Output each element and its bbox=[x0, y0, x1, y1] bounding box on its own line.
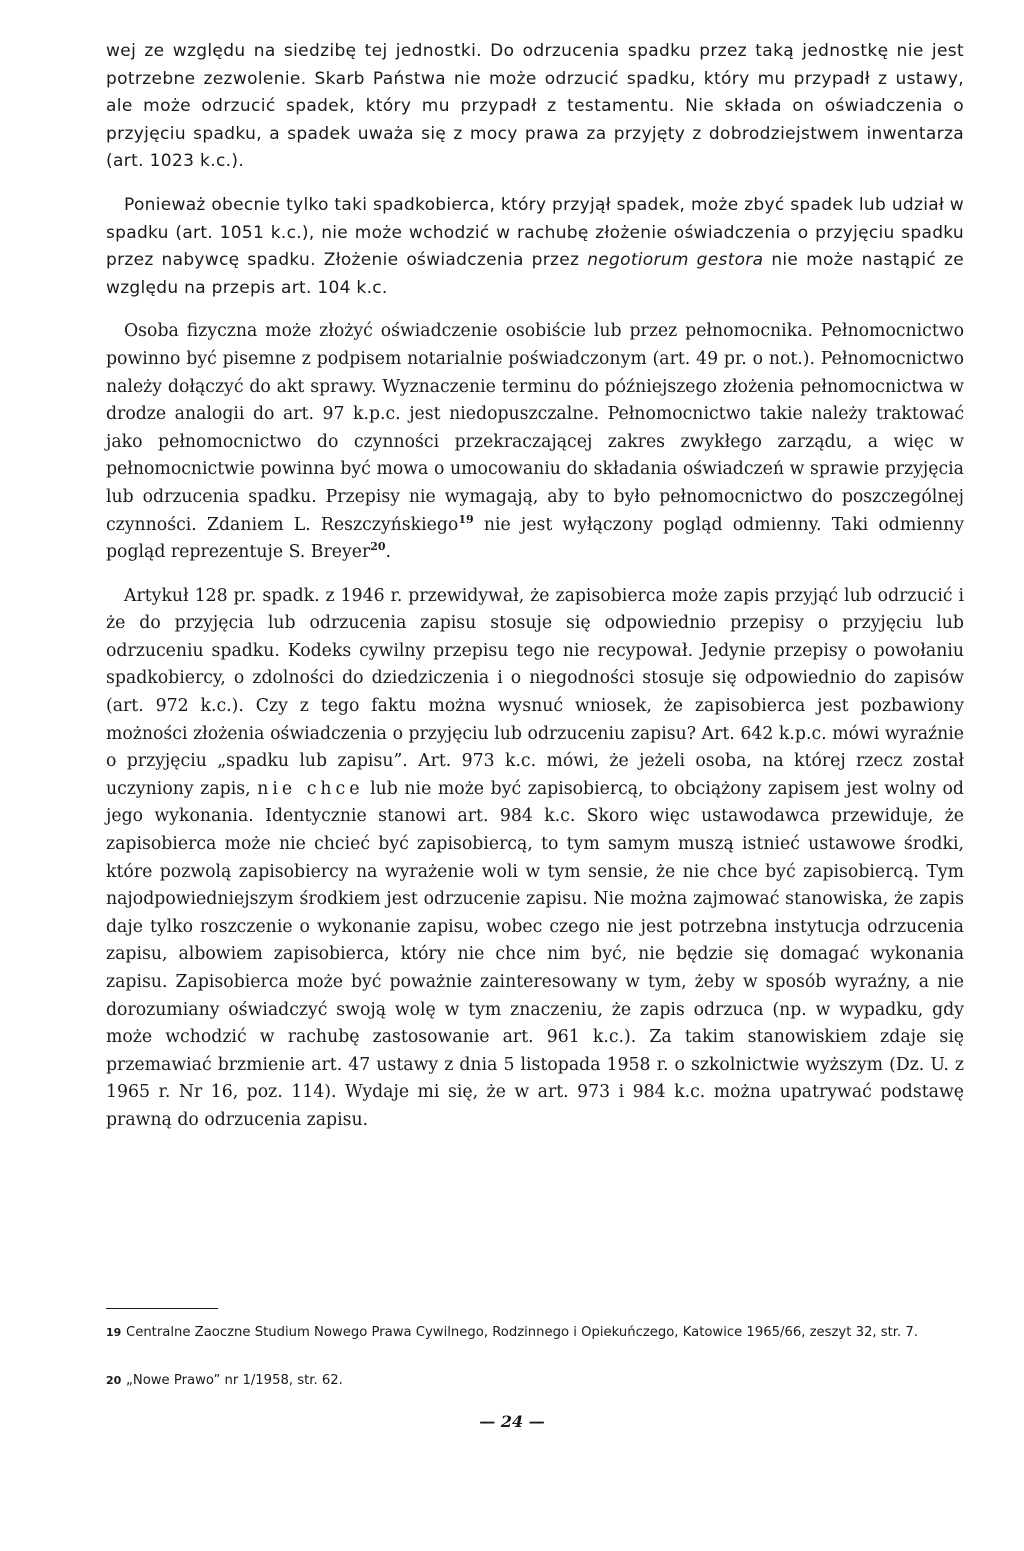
paragraph-2-italic-term: negotiorum gestora bbox=[587, 250, 764, 271]
page-number: — 24 — bbox=[479, 1412, 545, 1431]
footnote-text: Centralne Zaoczne Studium Nowego Prawa Cywilnego, Rodzinnego i Opiekuńczego, Katowice 1965/66, zeszyt 32, str. 7. bbox=[126, 1325, 918, 1340]
paragraph-continuation bbox=[106, 38, 964, 176]
paragraph-2-text-a: Ponieważ obecnie tylko taki spadkobierca, który przyjął spadek, może zbyć spadek lub udział w spadku (art. 1051 k.c.), nie może wchodzić w rachubę złożenie oświadczenia o przyjęciu spadku przez nabywcę spadku. Złożenie oświadczenia przez bbox=[106, 194, 964, 271]
paragraph-legacy bbox=[106, 583, 964, 1135]
paragraph-4-text-a: Artykuł 128 pr. spadk. z 1946 r. przewidywał, że zapisobierca może zapis przyjąć lub odrzucić i że do przyjęcia lub odrzucenia zapisu stosuje się odpowiednio przepisy o przyjęciu lub odrzuceniu spadku. Kodeks cywilny przepisu tego nie recypował. Jedynie przepisy o powołaniu spadkobiercy, o zdolności do dziedziczenia i o niegodności stosuje się odpowiednio do zapisów (art. 972 k.c.). Czy z tego faktu można wysnuć wniosek, że zapisobierca jest pozbawiony możności złożenia oświadczenia o przyjęciu lub odrzuceniu zapisu? Art. 642 k.p.c. mówi wyraźnie o przyjęciu „spadku lub zapisu”. Art. 973 k.c. mówi, że jeżeli osoba, na której rzecz został uczyniony zapis, bbox=[106, 585, 964, 799]
page-body bbox=[106, 38, 964, 1151]
paragraph-1-text: wej ze względu na siedzibę tej jednostki. Do odrzucenia spadku przez taką jednostkę nie jest potrzebne zezwolenie. Skarb Państwa nie może odrzucić spadku, który mu przypadł z ustawy, ale może odrzucić spadek, który mu przypadł z testamentu. Nie składa on oświadczenia o przyjęciu spadku, a spadek uważa się z mocy prawa za przyjęty z dobrodziejstwem inwentarza (art. 1023 k.c.). bbox=[106, 41, 964, 172]
paragraph-acquirer bbox=[106, 192, 964, 302]
footnote-mark: 20 bbox=[106, 1374, 122, 1387]
paragraph-4-text-b: lub nie może być zapisobiercą, to obciążony zapisem jest wolny od jego wykonania. Identycznie stanowi art. 984 k.c. Skoro więc ustawodawca przewiduje, że zapisobierca może nie chcieć być zapisobiercą, to tym samym muszą istnieć ustawowe środki, które pozwolą zapisobiercy na wyrażenie woli w tym sensie, że nie chce być zapisobiercą. Tym najodpowiedniejszym środkiem jest odrzucenie zapisu. Nie można zajmować stanowiska, że zapis daje tylko roszczenie o wykonanie zapisu, wobec czego nie jest potrzebna instytucja odrzucenia zapisu, albowiem zapisobierca, który nie chce nim być, nie będzie się domagać wykonania zapisu. Zapisobierca może być poważnie zainteresowany w tym, żeby w sposób wyraźny, a nie dorozumiany oświadczyć swoją wolę w tym znaczeniu, że zapis odrzuca (np. w wypadku, gdy może wchodzić w rachubę zastosowanie art. 961 k.c.). Za takim stanowiskiem zdaje się przemawiać brzmienie art. 47 ustawy z dnia 5 listopada 1958 r. o szkolnictwie wyższym (Dz. U. z 1965 r. Nr 16, poz. 114). Wydaje mi się, że w art. 973 i 984 k.c. można upatrywać podstawę prawną do odrzucenia zapisu. bbox=[106, 778, 964, 1130]
footnote-ref-20[interactable]: 20 bbox=[370, 540, 386, 554]
paragraph-power-of-attorney bbox=[106, 318, 964, 566]
footnote-mark: 19 bbox=[106, 1326, 122, 1339]
paragraph-4-spaced-emphasis: nie chce bbox=[257, 778, 364, 799]
footnote-20 bbox=[106, 1370, 964, 1392]
footnote-divider bbox=[106, 1308, 218, 1309]
paragraph-2-text-b: nie może nastąpić ze względu na przepis art. 104 k.c. bbox=[106, 250, 964, 298]
paragraph-3-text-c: . bbox=[385, 542, 392, 563]
paragraph-3-text-b: nie jest wyłączony pogląd odmienny. Taki odmienny pogląd reprezentuje S. Breyer bbox=[106, 514, 964, 563]
footnote-19 bbox=[106, 1322, 964, 1344]
footnote-ref-19[interactable]: 19 bbox=[458, 512, 474, 526]
paragraph-3-text-a: Osoba fizyczna może złożyć oświadczenie osobiście lub przez pełnomocnika. Pełnomocnictwo powinno być pisemne z podpisem notarialnie poświadczonym (art. 49 pr. o not.). Pełnomocnictwo należy dołączyć do akt sprawy. Wyznaczenie terminu do późniejszego złożenia pełnomocnictwa w drodze analogii do art. 97 k.p.c. jest niedopuszczalne. Pełnomocnictwo takie należy traktować jako pełnomocnictwo do czynności przekraczającej zakres zwykłego zarządu, a więc w pełnomocnictwie powinna być mowa o umocowaniu do składania oświadczeń w sprawie przyjęcia lub odrzucenia spadku. Przepisy nie wymagają, aby to było pełnomocnictwo do poszczególnej czynności. Zdaniem L. Reszczyńskiego bbox=[106, 321, 964, 535]
footnote-text: „Nowe Prawo” nr 1/1958, str. 62. bbox=[126, 1373, 343, 1388]
